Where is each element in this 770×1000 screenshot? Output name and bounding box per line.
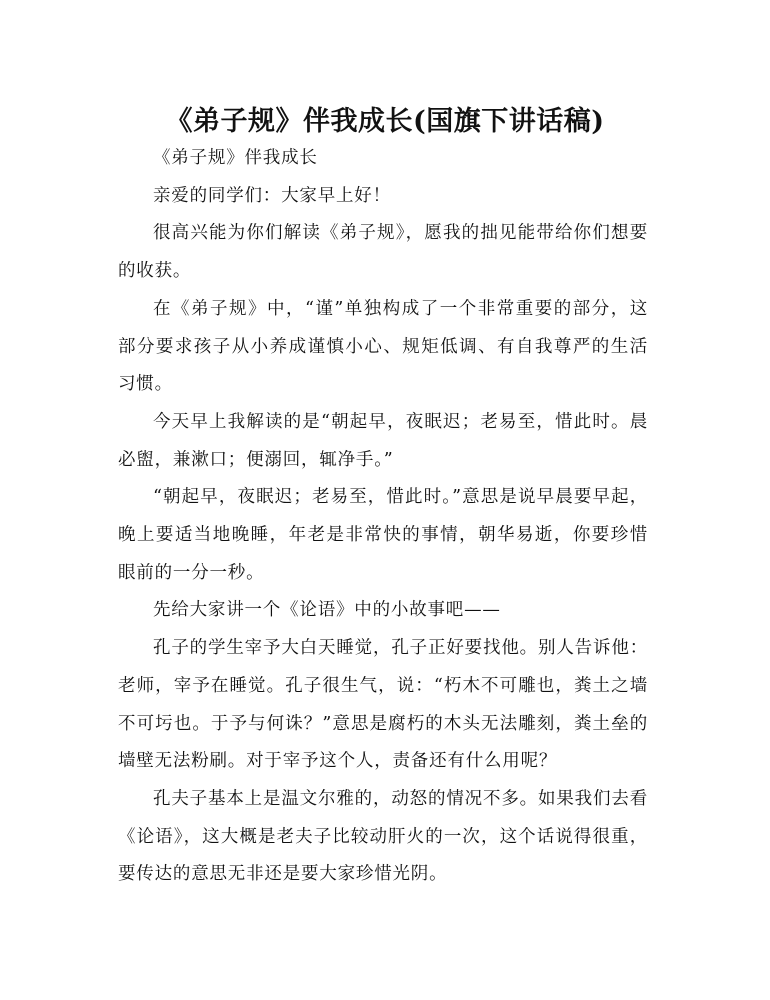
paragraph-conclusion: 孔夫子基本上是温文尔雅的，动怒的情况不多。如果我们去看《论语》，这大概是老夫子比较动肝火的一次，这个话说得很重，要传达的意思无非还是要大家珍惜光阴。 [118, 788, 648, 885]
paragraph-intro: 很高兴能为你们解读《弟子规》，愿我的拙见能带给你们想要的收获。 [118, 223, 648, 282]
paragraph-story: 孔子的学生宰予大白天睡觉，孔子正好要找他。别人告诉他：老师，宰予在睡觉。孔子很生气，说：“朽木不可雕也，粪土之墙不可圬也。于予与何诛？”意思是腐朽的木头无法雕刻，粪土垒的墙壁无法粉刷。对于宰予这个人，责备还有什么用呢？ [118, 638, 648, 772]
paragraph-story-intro: 先给大家讲一个《论语》中的小故事吧—— [153, 600, 501, 621]
paragraph-subtitle: 《弟子规》伴我成长 [153, 148, 318, 168]
document-title: 《弟子规》伴我成长(国旗下讲话稿) [165, 106, 605, 138]
paragraph-verse: 今天早上我解读的是“朝起早，夜眠迟；老易至，惜此时。晨必盥，兼漱口；便溺回，辄净手。” [118, 411, 648, 470]
document-body [118, 140, 648, 894]
paragraph-jin: 在《弟子规》中，“谨”单独构成了一个非常重要的部分，这部分要求孩子从小养成谨慎小心、规矩低调、有自我尊严的生活习惯。 [118, 298, 648, 395]
paragraph-verse-meaning: “朝起早，夜眠迟；老易至，惜此时。”意思是说早晨要早起，晚上要适当地晚睡，年老是非常快的事情，朝华易逝，你要珍惜眼前的一分一秒。 [118, 487, 648, 583]
paragraph-greeting: 亲爱的同学们：大家早上好！ [153, 185, 391, 206]
